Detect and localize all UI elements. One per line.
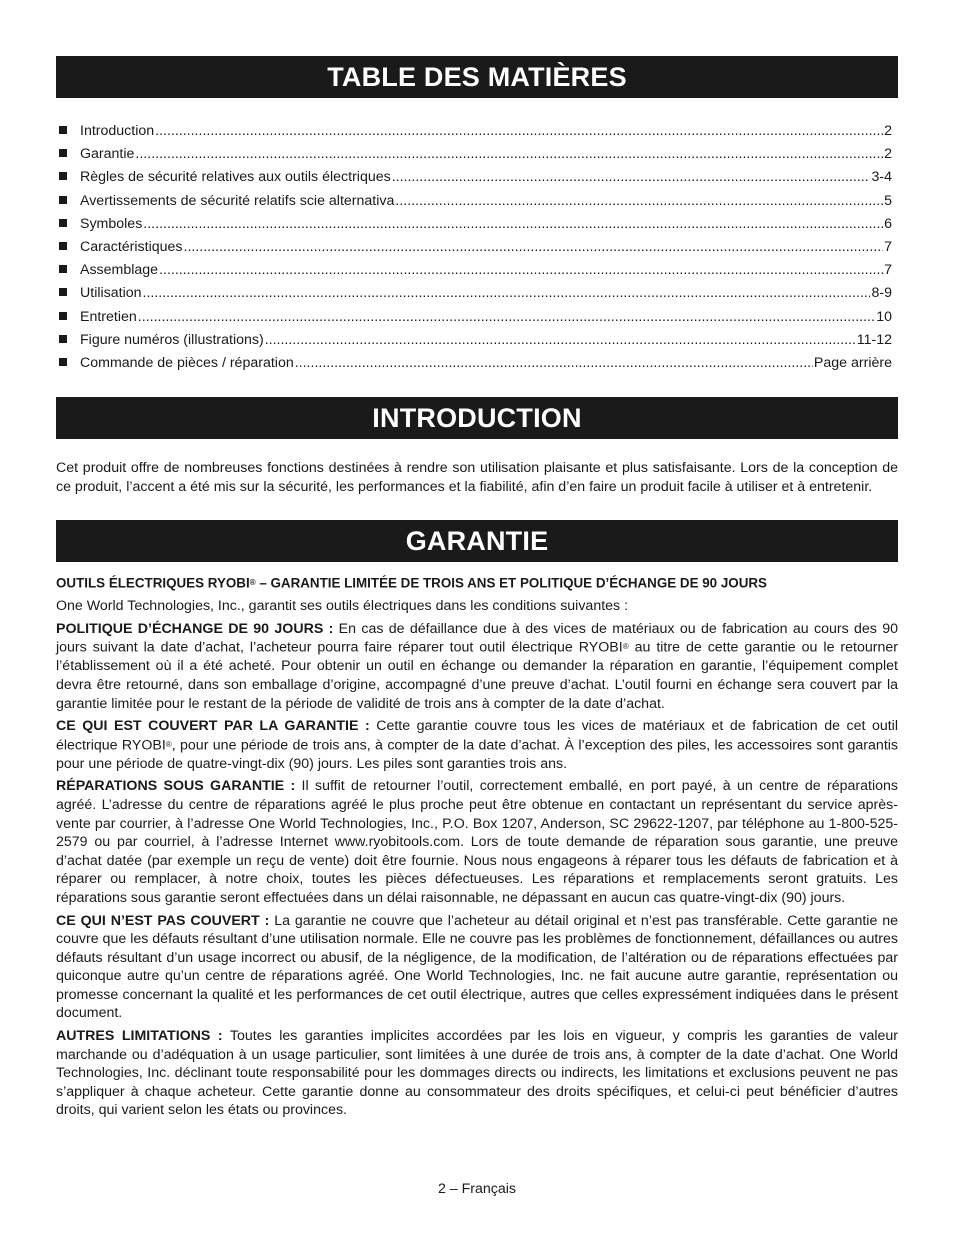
exchange-policy-text-b: au titre de cette garantie ou le retourner l’établissement où il a été acheté. Pour obtenir un outil en échange ou demander la réparation en garantie, l’équipement complet devra être retourné, dans son emballage d’origine, accompagné d’une preuve d’achat. L’outil fourni en échange sera couvert par la garantie limitée pour le restant de la période de validité de trois ans à compter de la date d’achat. — [56, 639, 899, 712]
toc-item[interactable] — [56, 306, 892, 329]
registered-mark: ® — [249, 578, 256, 588]
introduction-title: INTRODUCTION — [56, 397, 898, 439]
dot-leader — [138, 306, 875, 329]
dot-leader — [395, 190, 883, 213]
manual-page — [56, 56, 898, 1120]
exchange-policy-text-a: En cas de défaillance due à des vices de matériaux ou de fabrication au cours des 90 jours suivant la date d’achat, l’acheteur pourra faire réparer tout outil électrique RYOBI — [56, 620, 898, 656]
toc-item-page: 10 — [876, 308, 892, 325]
not-covered-text: La garantie ne couvre que l’acheteur au détail original et n’est pas transférable. Cette garantie ne couvre que les défauts résultant d’une utilisation normale. Elle ne couvre pas les problèmes de fonctionnement, défaillances ou autres défauts résultant d’un usage incorrect ou abusif, de la négligence, de la modification, de l’altération ou de réparations effectuées par quiconque autre qu’un centre de réparations agréé. One World Technologies, Inc. ne fait aucune autre garantie, représentation ou promesse concernant la qualité et les performances de cet outil électrique, autres que celles expressément indiquées dans le présent document. — [56, 912, 899, 1022]
registered-mark: ® — [165, 739, 172, 749]
square-bullet-icon — [59, 196, 67, 204]
toc-item-page: 8-9 — [871, 285, 892, 302]
toc-item-label: Règles de sécurité relatives aux outils électriques — [80, 169, 391, 186]
garantie-coverage — [56, 717, 898, 773]
garantie-exchange-policy — [56, 620, 898, 713]
toc-item-page: 3-4 — [871, 169, 892, 186]
dot-leader — [265, 329, 856, 352]
square-bullet-icon — [59, 219, 67, 227]
toc-item[interactable] — [56, 166, 892, 189]
garantie-repairs — [56, 777, 898, 907]
toc-item[interactable] — [56, 329, 892, 352]
toc-item-label: Avertissements de sécurité relatifs scie alternativa — [80, 192, 395, 209]
toc-item-label: Symboles — [80, 215, 143, 232]
square-bullet-icon — [59, 312, 67, 320]
garantie-heading-rest: – GARANTIE LIMITÉE DE TROIS ANS ET POLITIQUE D’ÉCHANGE DE 90 JOURS — [255, 575, 767, 591]
toc-item-label: Entretien — [80, 308, 137, 325]
toc-item-page: 2 — [884, 123, 892, 139]
square-bullet-icon — [59, 335, 67, 343]
toc-item-label: Garantie — [80, 146, 135, 163]
garantie-intro: One World Technologies, Inc., garantit ses outils électriques dans les conditions suivantes : — [56, 598, 629, 615]
dot-leader — [295, 352, 813, 375]
toc-item-label: Introduction — [80, 123, 155, 139]
page-footer: 2 – Français — [437, 1181, 517, 1197]
not-covered-lead: CE QUI N’EST PAS COUVERT : — [56, 912, 270, 929]
garantie-other-limitations — [56, 1027, 898, 1120]
coverage-text-a: Cette garantie couvre tous les vices de matériaux et de fabrication de cet outil électrique RYOBI — [56, 718, 898, 754]
repairs-text: Il suffit de retourner l’outil, correctement emballé, en port payé, à un centre de réparations agréé. L’adresse du centre de réparations agréé le plus proche peut être obtenue en contactant un représentant du service après-vente par courrier, à l’adresse One World Technologies, Inc., P.O. Box 1207, Anderson, SC 29622-1207, par téléphone au 1-800-525-2579 ou par courriel, à l’adresse Internet www.ryobitools.com. Lors de toute demande de réparation sous garantie, une preuve d’achat datée (par exemple un reçu de vente) doit être fournie. Nous nous engageons à réparer tous les défauts de fabrication et à réparer ou remplacer, à notre choix, toutes les pièces défectueuses. Les réparations et remplacements seront gratuits. Les réparations sous garantie seront effectuées dans un délai raisonnable, ne dépassant en aucun cas quatre-vingt-dix (90) jours. — [56, 778, 899, 906]
toc-item[interactable] — [56, 282, 892, 305]
other-limitations-text: Toutes les garanties implicites accordées par les lois en vigueur, y compris les garanties de valeur marchande ou d’adéquation à un usage particulier, sont limitées à une durée de trois ans, à compter de la date d’achat. One World Technologies, Inc. déclinant toute responsabilité pour les dommages directs ou indirects, les limitations et exclusions peuvent ne pas s’appliquer à chaque acheteur. Cette garantie donne au consommateur des droits spécifiques, et celui-ci peut bénéficier d’autres droits, qui varient selon les états ou provinces. — [56, 1028, 898, 1119]
garantie-title: GARANTIE — [56, 520, 898, 562]
registered-mark: ® — [622, 642, 629, 652]
toc-item[interactable] — [56, 236, 892, 259]
toc-item-page: 6 — [884, 215, 892, 232]
coverage-lead: CE QUI EST COUVERT PAR LA GARANTIE : — [56, 718, 370, 735]
dot-leader — [392, 166, 871, 189]
square-bullet-icon — [59, 149, 67, 157]
dot-leader — [184, 236, 884, 259]
square-bullet-icon — [59, 358, 67, 366]
square-bullet-icon — [59, 265, 67, 273]
toc-item-page: 7 — [884, 262, 892, 279]
garantie-heading-brand: OUTILS ÉLECTRIQUES RYOBI — [56, 575, 250, 591]
toc-item-label: Utilisation — [80, 285, 142, 302]
toc-item-label: Figure numéros (illustrations) — [80, 331, 264, 348]
toc-item-page: 7 — [884, 238, 892, 255]
dot-leader — [155, 120, 883, 143]
toc-item[interactable] — [56, 259, 892, 282]
toc-item[interactable] — [56, 143, 892, 166]
toc-item[interactable] — [56, 352, 892, 375]
table-of-contents — [56, 120, 898, 375]
toc-item-page: 11-12 — [856, 331, 892, 348]
toc-item[interactable] — [56, 213, 892, 236]
garantie-not-covered — [56, 912, 898, 1024]
toc-title: TABLE DES MATIÈRES — [56, 56, 898, 98]
introduction-text: Cet produit offre de nombreuses fonctions destinées à rendre son utilisation plaisante et plus satisfaisante. Lors de la conception de ce produit, l’accent a été mis sur la sécurité, les performances et la fiabilité, afin d’en faire un produit facile à utiliser et à entretenir. — [56, 460, 898, 495]
repairs-lead: RÉPARATIONS SOUS GARANTIE : — [56, 778, 296, 795]
garantie-heading — [56, 574, 898, 593]
toc-item-page: Page arrière — [813, 354, 892, 371]
toc-item-label: Assemblage — [80, 262, 159, 279]
other-limitations-lead: AUTRES LIMITATIONS : — [56, 1028, 223, 1045]
square-bullet-icon — [59, 126, 67, 134]
toc-item[interactable] — [56, 120, 892, 143]
dot-leader — [143, 282, 871, 305]
dot-leader — [159, 259, 883, 282]
dot-leader — [135, 143, 883, 166]
toc-item-page: 2 — [884, 146, 892, 163]
toc-item[interactable] — [56, 190, 892, 213]
square-bullet-icon — [59, 172, 67, 180]
dot-leader — [143, 213, 883, 236]
toc-item-page: 5 — [884, 192, 892, 209]
coverage-text-b: , pour une période de trois ans, à compter de la date d’achat. À l’exception des piles, les accessoires sont garantis pour une période de quatre-vingt-dix (90) jours. Les piles sont garanties trois ans. — [56, 737, 899, 772]
toc-item-label: Commande de pièces / réparation — [80, 354, 294, 371]
exchange-policy-lead: POLITIQUE D’ÉCHANGE DE 90 JOURS : — [56, 620, 334, 637]
square-bullet-icon — [59, 288, 67, 296]
square-bullet-icon — [59, 242, 67, 250]
toc-item-label: Caractéristiques — [80, 238, 183, 255]
